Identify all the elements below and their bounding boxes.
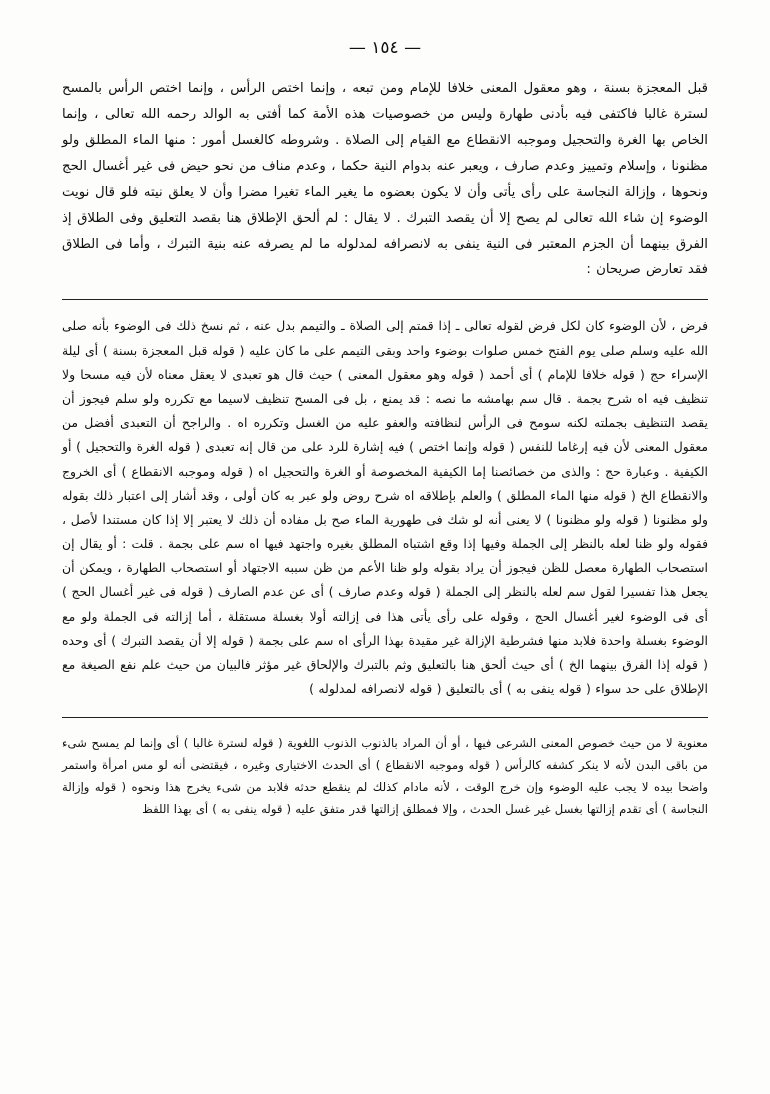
- page-body: [62, 76, 708, 820]
- page-number: — ١٥٤ —: [348, 38, 422, 58]
- divider-rule-bottom: [62, 717, 708, 718]
- sharh-paragraph: فرض ، لأن الوضوء كان لكل فرض لقوله تعالى ـ إذا قمتم إلى الصلاة ـ والتيمم بدل عنه ، ثم نسخ ذلك فى الوضوء بأنه صلى الله عليه وسلم صلى يوم الفتح خمس صلوات بوضوء واحد وبقى التيمم على ما كان عليه ( قوله قبل المعجزة بسنة ) أى ليلة الإسراء حج ( قوله خلافا للإمام ) أى أحمد ( قوله وهو معقول المعنى ) حيث قال هو تعبدى لا يعقل معناه لأن فيه مسحا ولا تنظيف فيه اه شرح بجمة . قال سم بهامشه ما نصه : قد يمنع ، بل فى المسح تنظيف لاسيما مع تكرره ولو سلم فيجوز أن يقصد التنظيف بجملته لكنه سومح فى الرأس لنظافته والعفو عليه من الغسل وتكرره اه . والراجح أن التعبدى أفضل من معقول المعنى لأن فيه إرغاما للنفس ( قوله وإنما اختص ) فيه إشارة للرد على من قال إنه تعبدى ( قوله الغرة والتحجيل ) أو الكيفية . وعبارة حج : والذى من خصائصنا إما الكيفية المخصوصة أو الغرة والتحجيل اه ( قوله وموجبه الانقطاع ) أى الخروج والانقطاع الخ ( قوله منها الماء المطلق ) والعلم بإطلاقه اه شرح روض ولو عبر به كان أولى ، وقد أشار إلى اعتبار ذلك بقوله ولو مظنونا ( قوله ولو مظنونا ) لا يعنى أنه لو شك فى طهورية الماء صح بل مفاده أن ذلك لا يعتبر إلا إذا كان مستندا لأصل ، فقوله ولو ظنا لعله بالنظر إلى الجملة وفيها إذا وقع اشتباه المطلق بغيره واجتهد فيها اه سم على بجمة . قلت : أو يقال إن استصحاب الطهارة معصل للظن فيجوز أن يراد بقوله ولو ظنا الأعم من ظن سببه الاجتهاد أو استصحاب الطهارة ، ويمكن أن يجعل هذا تفسيرا لقول سم لعله بالنظر إلى الجملة ( قوله وعدم صارف ) أى عن عدم الصارف ( قوله فى غير أغسال الحج ) أى فى الوضوء لغير أغسال الحج ، وقوله على رأى يأتى هذا فى إزالته أولا بغسلة مستقلة ، أما إزالته فى الجملة ولو مع الوضوء بغسلة واحدة فلابد منها فشرطية الإزالة غير مقيدة بهذا الرأى اه سم على بجمة ( قوله إلا أن يقصد التبرك ) أى وحده ( قوله إذا الفرق بينهما الخ ) أى حيث ألحق هنا بالتعليق وثم بالتبرك والإلحاق غير مؤثر فالبيان من حيث علم نفع الصيغة مع الإطلاق على حد سواء ( قوله ينفى به ) أى بالتعليق ( قوله لانصرافه لمدلوله ): [62, 318, 708, 697]
- hashiya-paragraph: معنوية لا من حيث خصوص المعنى الشرعى فيها ، أو أن المراد بالذنوب الذنوب اللغوية ( قوله لسترة غالبا ) أى وإنما لم يمسح شىء من باقى البدن لأنه لا ينكر كشفه كالرأس ( قوله وموجبه الانقطاع ) أى الحدث الاختيارى وغيره ، فيقتضى أنه لو مس امرأة واستمر واضحا بيده لا يجب عليه الوضوء وإن خرج الوقت ، لأنه مادام كذلك لم ينقطع حدثه فلابد من شىء يخرج هذا ونحوه ( قوله وإزالة النجاسة ) أى تقدم إزالتها بغسل غير غسل الحدث ، وإلا فمطلق إزالتها قدر متفق عليه ( قوله ينفى به ) أى بهذا اللفظ: [62, 736, 708, 817]
- matn-section: [62, 76, 708, 283]
- sharh-section: [62, 314, 708, 701]
- matn-paragraph: قبل المعجزة بسنة ، وهو معقول المعنى خلافا للإمام ومن تبعه ، وإنما اختص الرأس ، وإنما اختص الرأس بالمسح لسترة غالبا فاكتفى فيه بأدنى طهارة وليس من خصوصيات هذه الأمة كما أفتى به الوالد رحمه الله تعالى ، وإنما الخاص بها الغرة والتحجيل وموجبه الانقطاع مع القيام إلى الصلاة . وشروطه كالغسل أمور : منها الماء المطلق ولو مظنونا ، وإسلام وتمييز وعدم صارف ، ويعبر عنه بدوام النية حكما ، وعدم مناف من نحو حيض فى غير أغسال الحج ونحوها ، وإزالة النجاسة على رأى يأتى وأن لا يكون بعضوه ما يغير الماء تغيرا مضرا وأن لا يعلق نيته فلو قال نويت الوضوء إن شاء الله تعالى لم يصح إلا أن يقصد التبرك . لا يقال : لم ألحق الإطلاق هنا بقصد التعليق وفى الطلاق إذ الفرق بينهما أن الجزم المعتبر فى النية ينفى به لانصرافه لمدلوله ما لم يصرفه عنه بنية التبرك ، وأما فى الطلاق فقد تعارض صريحان :: [62, 81, 708, 278]
- divider-rule-top: [62, 299, 708, 300]
- hashiya-section: [62, 732, 708, 820]
